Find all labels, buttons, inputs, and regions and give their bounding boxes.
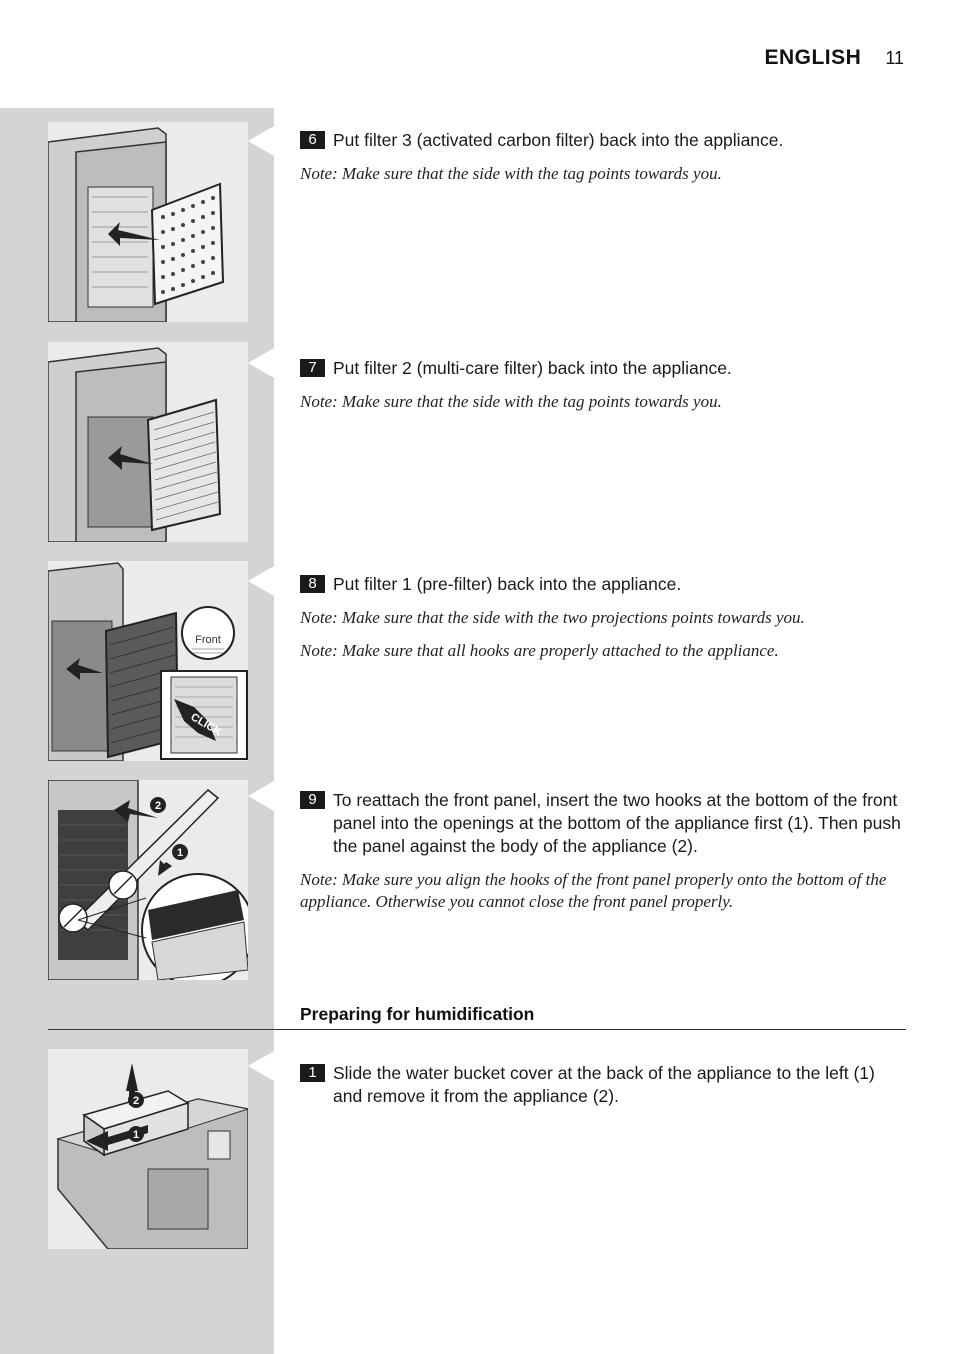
label-click: CLICK bbox=[188, 711, 224, 739]
page-header bbox=[764, 46, 904, 76]
step-7 bbox=[300, 357, 906, 413]
step-number: 8 bbox=[300, 575, 325, 593]
illustration-front-panel bbox=[48, 780, 248, 980]
illustration-filter-2 bbox=[48, 342, 248, 542]
panel-pointer bbox=[248, 348, 274, 378]
callout-1: 1 bbox=[176, 847, 184, 859]
section-title: Preparing for humidification bbox=[300, 1004, 535, 1024]
step-9 bbox=[300, 789, 906, 913]
panel-pointer bbox=[248, 1051, 274, 1081]
step-note: Note: Make sure that the side with the two projections points towards you. bbox=[300, 608, 805, 627]
callout-2: 2 bbox=[132, 1095, 140, 1107]
step-note: Note: Make sure you align the hooks of the front panel properly onto the bottom of the appliance. Otherwise you cannot close the front panel properly. bbox=[300, 870, 887, 911]
illustration-water-bucket-cover bbox=[48, 1049, 248, 1249]
callout-1: 1 bbox=[132, 1129, 140, 1141]
step-number: 9 bbox=[300, 791, 325, 809]
panel-pointer bbox=[248, 566, 274, 596]
page-number: 11 bbox=[885, 48, 904, 68]
step-8 bbox=[300, 573, 906, 662]
step-text: Put filter 2 (multi-care filter) back into the appliance. bbox=[333, 358, 732, 378]
panel-pointer bbox=[248, 781, 274, 811]
callout-2: 2 bbox=[154, 800, 162, 812]
step-text: Put filter 1 (pre-filter) back into the appliance. bbox=[333, 574, 682, 594]
step-note: Note: Make sure that the side with the tag points towards you. bbox=[300, 164, 722, 183]
step-text: Slide the water bucket cover at the back of the appliance to the left (1) and remove it from the appliance (2). bbox=[333, 1063, 875, 1106]
step-number: 1 bbox=[300, 1064, 325, 1082]
illustration-pre-filter bbox=[48, 561, 248, 761]
step-number: 6 bbox=[300, 131, 325, 149]
language-label: ENGLISH bbox=[764, 46, 862, 69]
illustration-filter-3 bbox=[48, 122, 248, 322]
step-note: Note: Make sure that the side with the tag points towards you. bbox=[300, 392, 722, 411]
step-6 bbox=[300, 129, 906, 185]
step-text: Put filter 3 (activated carbon filter) back into the appliance. bbox=[333, 130, 784, 150]
humidification-step-1 bbox=[300, 1062, 906, 1108]
panel-pointer bbox=[248, 126, 274, 156]
step-number: 7 bbox=[300, 359, 325, 377]
label-front: Front bbox=[195, 634, 221, 646]
step-text: To reattach the front panel, insert the two hooks at the bottom of the front panel into the openings at the bottom of the appliance first (1). Then push the panel against the body of the appliance (2). bbox=[333, 790, 901, 856]
section-divider bbox=[48, 1029, 906, 1030]
step-note: Note: Make sure that all hooks are properly attached to the appliance. bbox=[300, 641, 779, 660]
